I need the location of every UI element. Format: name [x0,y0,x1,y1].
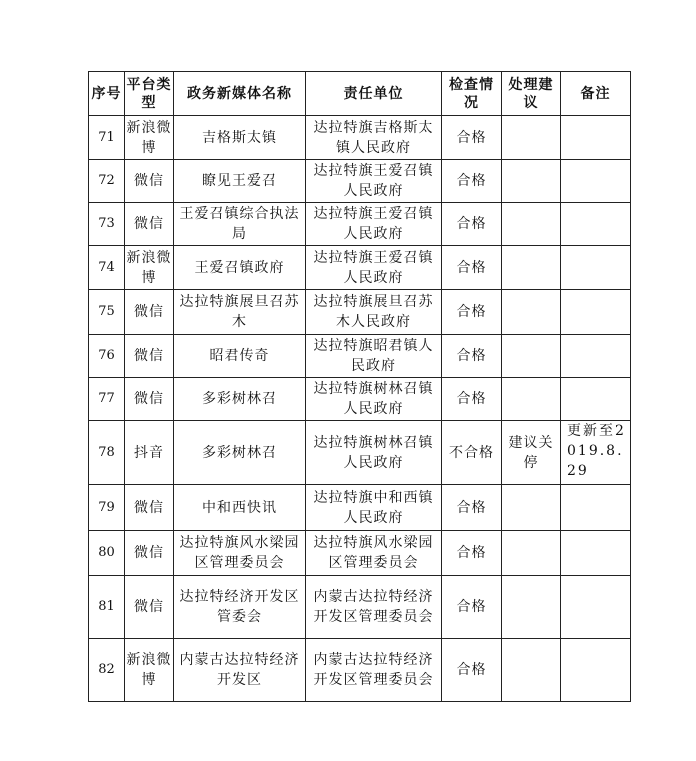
cell-remark [561,639,631,702]
table-row [89,485,631,531]
cell-remark [561,576,631,639]
cell-advice [502,160,561,203]
cell-check: 不合格 [442,421,502,485]
cell-unit: 达拉特旗王爱召镇人民政府 [306,160,442,203]
cell-remark [561,485,631,531]
cell-remark: 更新至2019.8.29 [561,421,631,485]
cell-advice [502,335,561,378]
cell-advice [502,378,561,421]
cell-unit: 内蒙古达拉特经济开发区管理委员会 [306,576,442,639]
cell-advice [502,531,561,576]
cell-name: 中和西快讯 [174,485,306,531]
cell-index: 78 [89,421,125,485]
cell-unit: 内蒙古达拉特经济开发区管理委员会 [306,639,442,702]
cell-remark [561,335,631,378]
cell-unit: 达拉特旗吉格斯太镇人民政府 [306,116,442,160]
cell-check: 合格 [442,576,502,639]
cell-index: 73 [89,203,125,246]
cell-index: 80 [89,531,125,576]
cell-check: 合格 [442,485,502,531]
cell-advice [502,246,561,290]
cell-index: 72 [89,160,125,203]
cell-platform: 微信 [125,485,174,531]
cell-index: 79 [89,485,125,531]
cell-check: 合格 [442,290,502,335]
cell-platform: 微信 [125,290,174,335]
cell-unit: 达拉特旗王爱召镇人民政府 [306,246,442,290]
header-name: 政务新媒体名称 [174,72,306,116]
cell-index: 81 [89,576,125,639]
cell-name: 达拉特旗风水梁园区管理委员会 [174,531,306,576]
cell-advice [502,116,561,160]
cell-check: 合格 [442,639,502,702]
cell-platform: 微信 [125,160,174,203]
cell-advice [502,203,561,246]
cell-platform: 微信 [125,335,174,378]
header-index: 序号 [89,72,125,116]
cell-remark [561,246,631,290]
media-inspection-table [88,71,631,702]
cell-remark [561,203,631,246]
cell-check: 合格 [442,335,502,378]
header-advice: 处理建议 [502,72,561,116]
cell-platform: 微信 [125,531,174,576]
cell-name: 内蒙古达拉特经济开发区 [174,639,306,702]
cell-unit: 达拉特旗王爱召镇人民政府 [306,203,442,246]
cell-remark [561,160,631,203]
cell-check: 合格 [442,531,502,576]
cell-platform: 新浪微博 [125,246,174,290]
header-unit: 责任单位 [306,72,442,116]
cell-remark [561,116,631,160]
header-platform: 平台类型 [125,72,174,116]
cell-unit: 达拉特旗昭君镇人民政府 [306,335,442,378]
header-remark: 备注 [561,72,631,116]
cell-remark [561,290,631,335]
cell-unit: 达拉特旗树林召镇人民政府 [306,421,442,485]
cell-name: 达拉特旗展旦召苏木 [174,290,306,335]
cell-platform: 微信 [125,378,174,421]
cell-platform: 微信 [125,203,174,246]
cell-index: 75 [89,290,125,335]
cell-name: 吉格斯太镇 [174,116,306,160]
cell-name: 瞭见王爱召 [174,160,306,203]
cell-platform: 新浪微博 [125,116,174,160]
cell-platform: 微信 [125,576,174,639]
cell-name: 多彩树林召 [174,378,306,421]
table-row [89,639,631,702]
cell-remark [561,378,631,421]
cell-index: 74 [89,246,125,290]
table-row [89,116,631,160]
cell-index: 71 [89,116,125,160]
cell-unit: 达拉特旗展旦召苏木人民政府 [306,290,442,335]
cell-unit: 达拉特旗风水梁园区管理委员会 [306,531,442,576]
table-row [89,421,631,485]
cell-name: 多彩树林召 [174,421,306,485]
cell-advice [502,485,561,531]
cell-check: 合格 [442,246,502,290]
cell-index: 82 [89,639,125,702]
cell-advice [502,290,561,335]
table-row [89,531,631,576]
cell-unit: 达拉特旗中和西镇人民政府 [306,485,442,531]
table-row [89,378,631,421]
table-row [89,203,631,246]
cell-index: 76 [89,335,125,378]
cell-unit: 达拉特旗树林召镇人民政府 [306,378,442,421]
cell-check: 合格 [442,378,502,421]
cell-advice: 建议关停 [502,421,561,485]
table-row [89,290,631,335]
header-check: 检查情况 [442,72,502,116]
table-row [89,246,631,290]
cell-name: 达拉特经济开发区管委会 [174,576,306,639]
cell-remark [561,531,631,576]
cell-index: 77 [89,378,125,421]
table-row [89,160,631,203]
cell-advice [502,639,561,702]
cell-platform: 新浪微博 [125,639,174,702]
cell-check: 合格 [442,160,502,203]
cell-check: 合格 [442,116,502,160]
cell-advice [502,576,561,639]
cell-platform: 抖音 [125,421,174,485]
cell-name: 王爱召镇政府 [174,246,306,290]
table-row [89,335,631,378]
cell-check: 合格 [442,203,502,246]
cell-name: 昭君传奇 [174,335,306,378]
header-row [89,72,631,116]
table-row [89,576,631,639]
cell-name: 王爱召镇综合执法局 [174,203,306,246]
